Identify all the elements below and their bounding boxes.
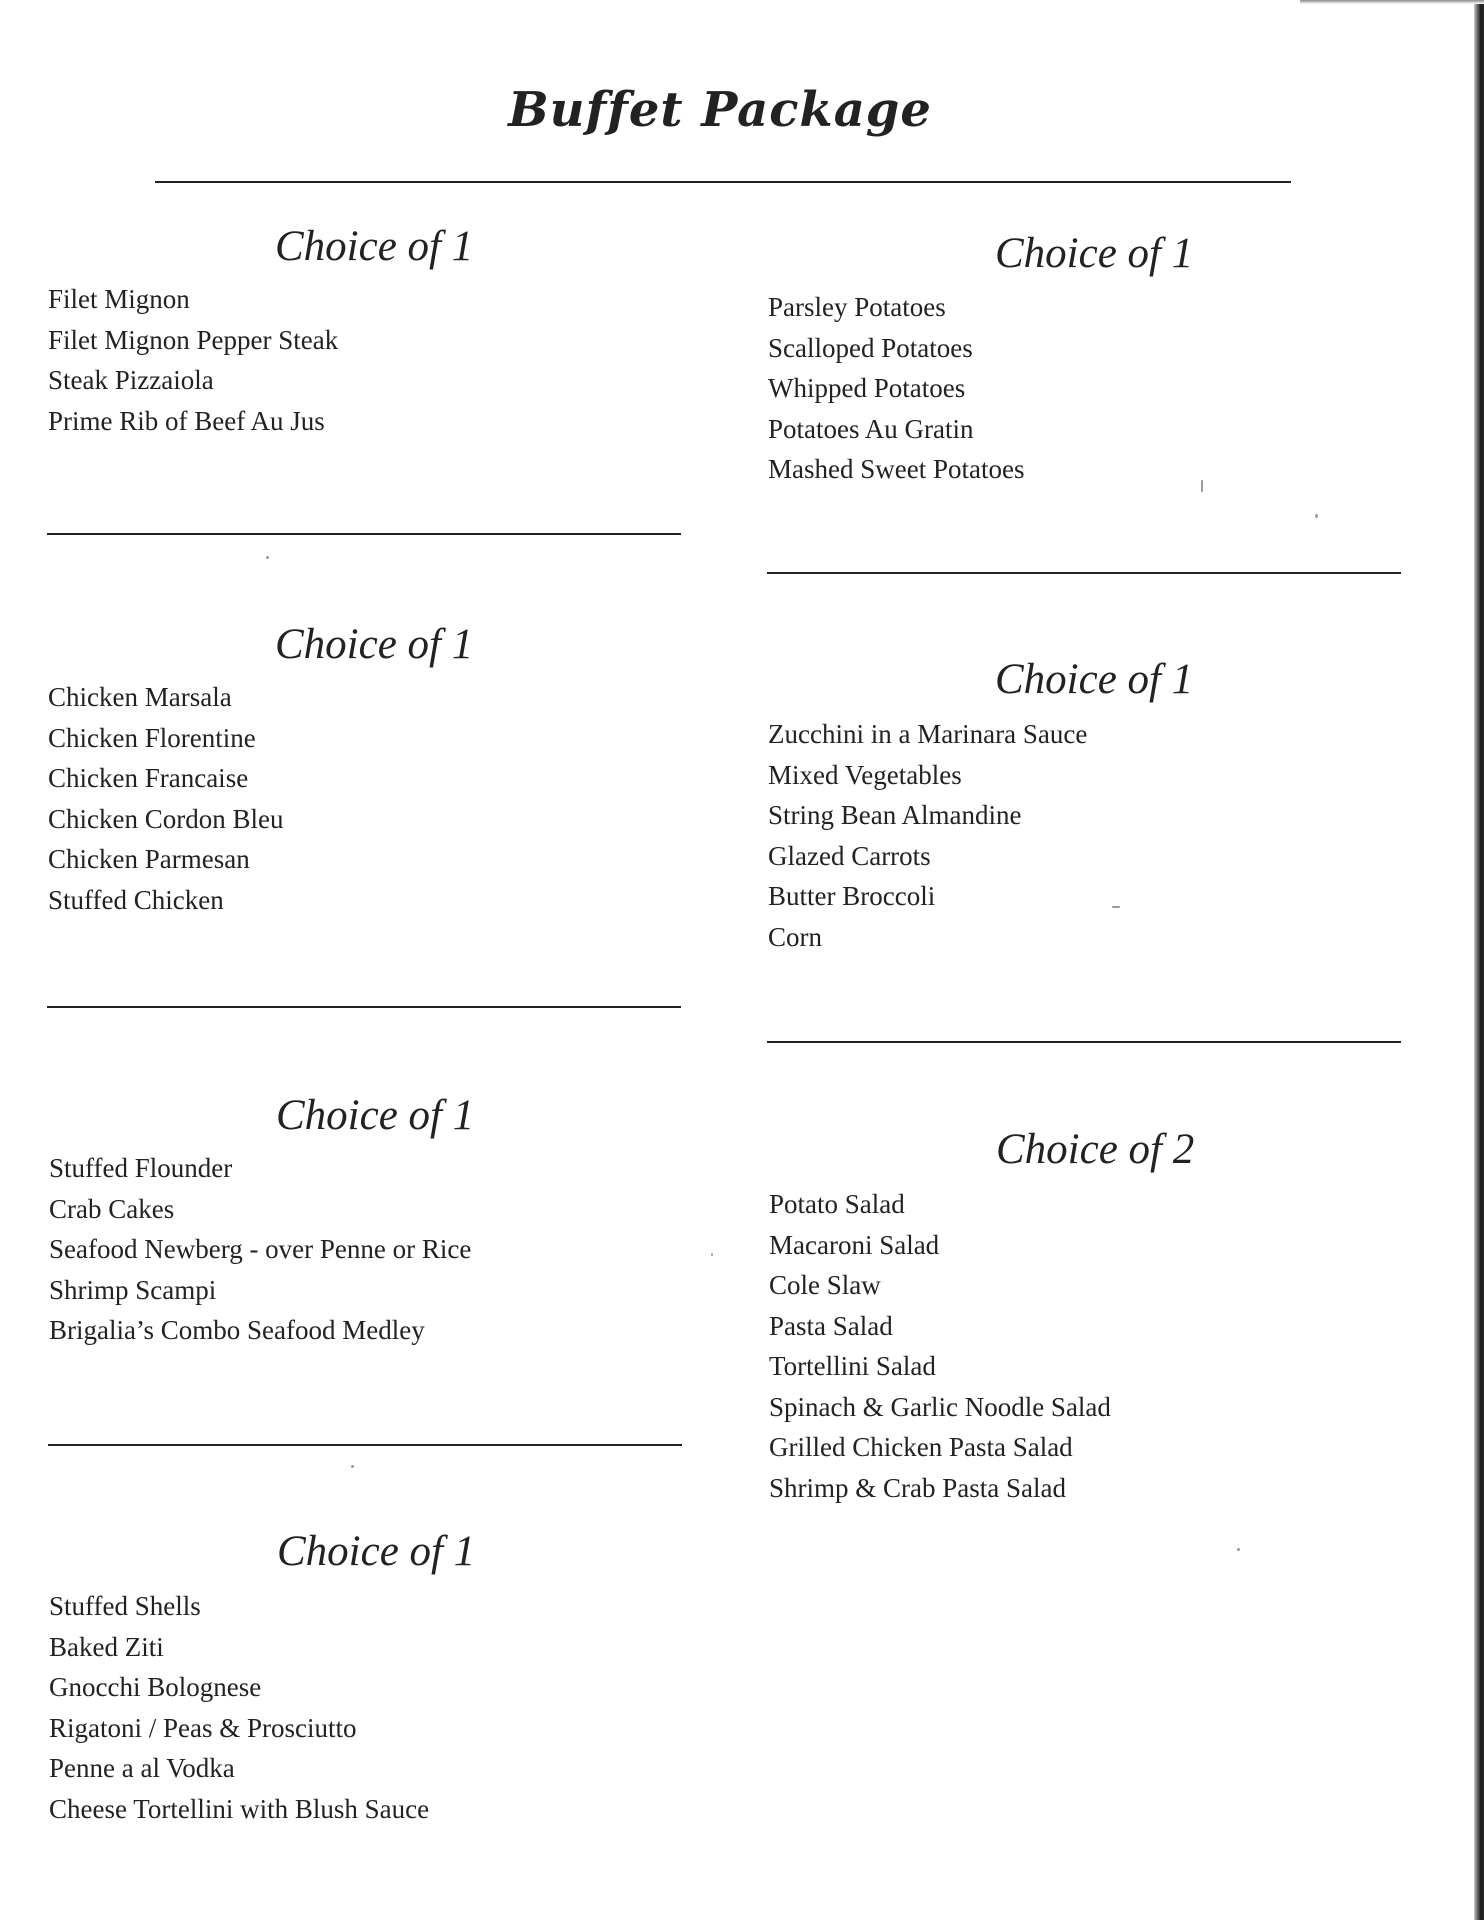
list-item: Whipped Potatoes [768, 373, 966, 403]
list-item: Zucchini in a Marinara Sauce [768, 719, 1088, 749]
list-item: Filet Mignon Pepper Steak [48, 324, 339, 355]
scan-speck [351, 1465, 354, 1468]
list-item: Potatoes Au Gratin [768, 413, 974, 444]
list-item: Cole Slaw [769, 1270, 881, 1300]
page-edge-top [1300, 0, 1484, 4]
section-heading: Choice of 1 [275, 223, 474, 270]
title-divider [155, 181, 1291, 183]
scan-speck [1201, 480, 1203, 492]
list-item: String Bean Almandine [768, 800, 1022, 830]
section-heading: Choice of 1 [995, 656, 1194, 703]
page-edge [1474, 0, 1484, 1920]
list-item: Spinach & Garlic Noodle Salad [769, 1391, 1111, 1422]
section-divider [767, 572, 1401, 574]
list-item: Crab Cakes [49, 1193, 175, 1224]
item-list [768, 714, 1087, 957]
list-item: Parsley Potatoes [768, 292, 946, 322]
section-heading: Choice of 1 [275, 621, 474, 668]
section-heading: Choice of 2 [996, 1126, 1195, 1173]
list-item: Brigalia’s Combo Seafood Medley [49, 1315, 425, 1345]
list-item: Rigatoni / Peas & Prosciutto [49, 1712, 357, 1743]
section-divider [767, 1041, 1401, 1043]
scan-speck [1112, 906, 1120, 908]
list-item: Filet Mignon [48, 284, 190, 314]
list-item: Prime Rib of Beef Au Jus [48, 405, 325, 436]
list-item: Stuffed Chicken [48, 884, 224, 915]
list-item: Seafood Newberg - over Penne or Rice [49, 1234, 472, 1264]
list-item: Glazed Carrots [768, 840, 931, 871]
item-list [768, 287, 1024, 490]
list-item: Chicken Francaise [48, 763, 249, 793]
item-list [49, 1586, 429, 1829]
list-item: Baked Ziti [49, 1631, 164, 1662]
item-list [49, 1148, 471, 1351]
list-item: Shrimp Scampi [49, 1274, 217, 1305]
item-list [48, 279, 338, 441]
section-heading: Choice of 1 [277, 1528, 476, 1575]
scan-speck [266, 556, 269, 559]
list-item: Pasta Salad [769, 1310, 893, 1341]
list-item: Chicken Marsala [48, 682, 232, 712]
item-list [769, 1184, 1111, 1508]
list-item: Corn [768, 921, 822, 952]
page-title: Buffet Package [508, 82, 932, 138]
list-item: Chicken Cordon Bleu [48, 803, 284, 834]
section-divider [47, 533, 681, 535]
list-item: Cheese Tortellini with Blush Sauce [49, 1793, 430, 1824]
item-list [48, 677, 283, 920]
scan-speck [1237, 1548, 1240, 1551]
list-item: Stuffed Flounder [49, 1153, 233, 1183]
list-item: Chicken Florentine [48, 722, 256, 753]
list-item: Chicken Parmesan [48, 844, 250, 874]
list-item: Butter Broccoli [768, 881, 936, 911]
list-item: Steak Pizzaiola [48, 365, 214, 395]
section-heading: Choice of 1 [995, 230, 1194, 277]
section-divider [48, 1444, 682, 1446]
list-item: Stuffed Shells [49, 1591, 201, 1621]
list-item: Shrimp & Crab Pasta Salad [769, 1472, 1066, 1503]
list-item: Potato Salad [769, 1189, 905, 1219]
list-item: Penne a al Vodka [49, 1753, 235, 1783]
scan-speck [711, 1253, 713, 1256]
list-item: Gnocchi Bolognese [49, 1672, 262, 1702]
list-item: Mixed Vegetables [768, 759, 962, 790]
list-item: Scalloped Potatoes [768, 332, 973, 363]
section-divider [47, 1006, 681, 1008]
scan-speck [1315, 514, 1318, 518]
section-heading: Choice of 1 [276, 1092, 475, 1139]
list-item: Tortellini Salad [769, 1351, 936, 1381]
list-item: Mashed Sweet Potatoes [768, 454, 1025, 484]
list-item: Grilled Chicken Pasta Salad [769, 1432, 1073, 1462]
list-item: Macaroni Salad [769, 1229, 940, 1260]
